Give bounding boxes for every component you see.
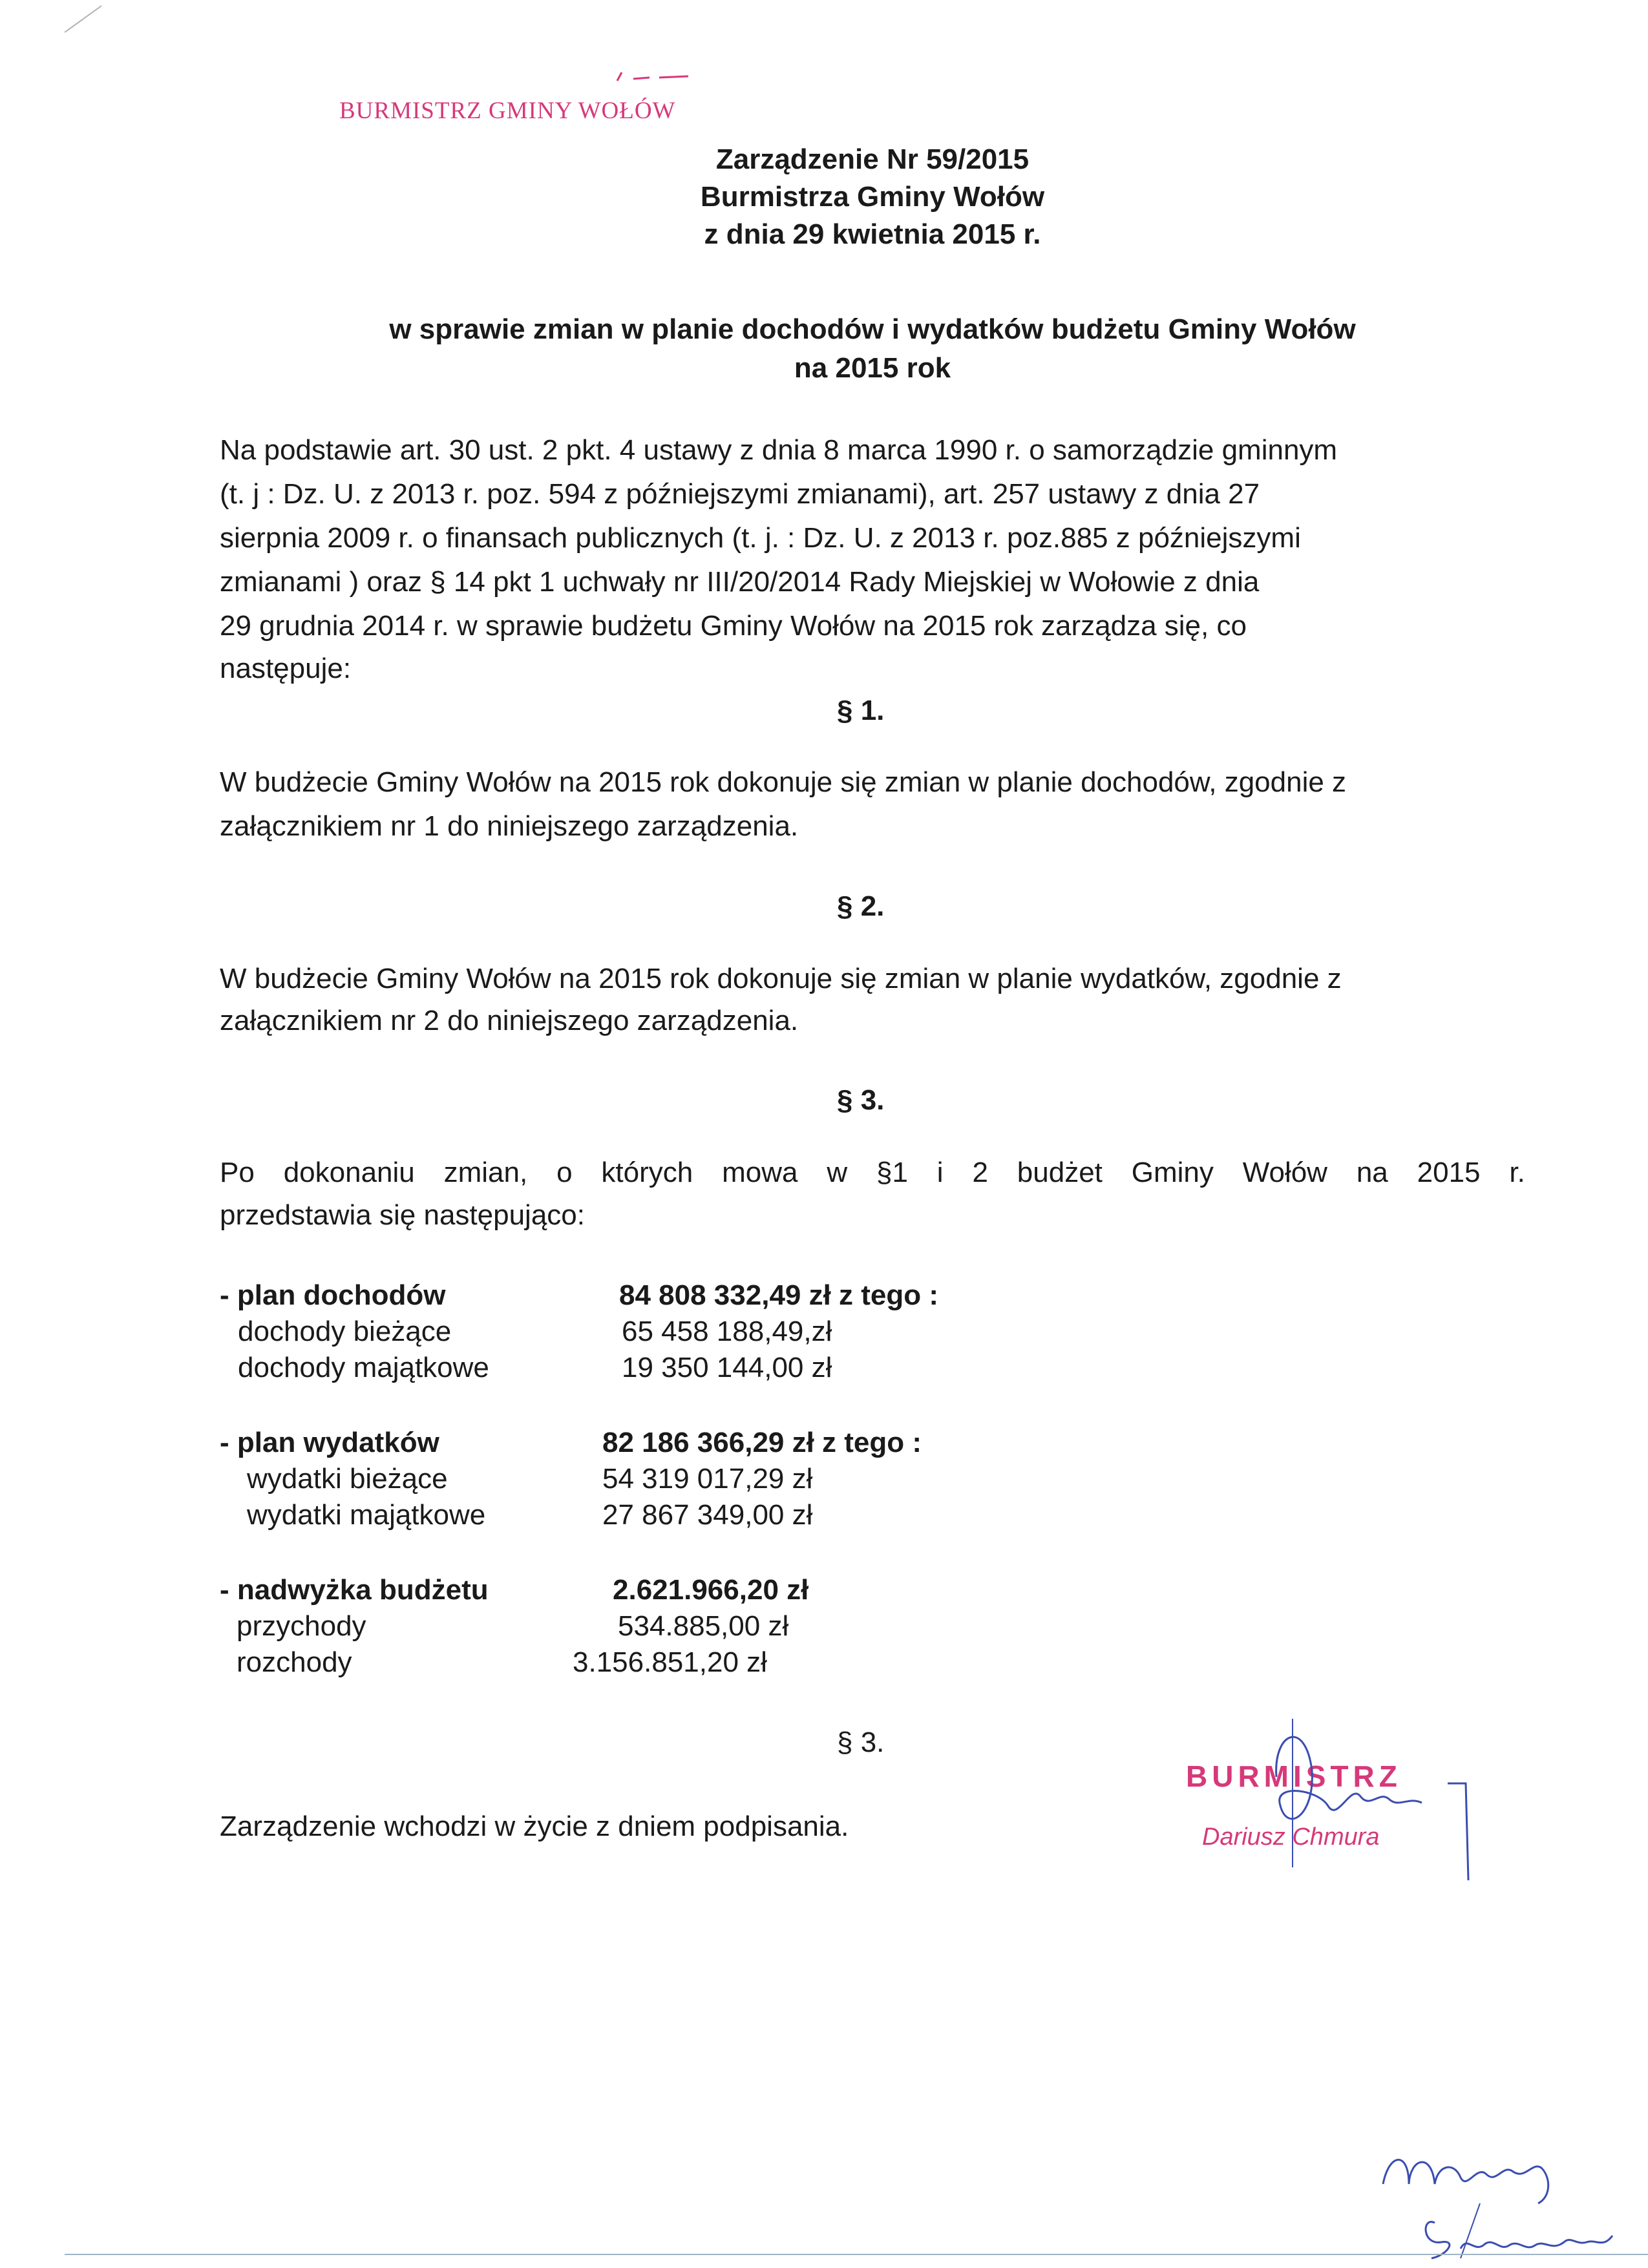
word: o [556, 1157, 573, 1188]
word: Wołów [1242, 1157, 1327, 1188]
handwritten-initials [1370, 2126, 1629, 2268]
preamble-line: następuje: [220, 653, 352, 684]
word: 2015 [1417, 1157, 1481, 1188]
expenses-plan-label: - plan wydatków [220, 1427, 439, 1458]
handwritten-signature [1215, 1693, 1499, 1887]
section-2-heading: § 2. [837, 890, 885, 922]
expenses-current-value: 54 319 017,29 zł [602, 1463, 813, 1495]
document-date: z dnia 29 kwietnia 2015 r. [704, 218, 1041, 250]
income-capital-value: 19 350 144,00 zł [622, 1352, 832, 1383]
preamble-line: sierpnia 2009 r. o finansach publicznych (t. j. : Dz. U. z 2013 r. poz.885 z późniejszymi [220, 522, 1301, 554]
scan-edge-line [65, 2254, 1648, 2255]
preamble-line: zmianami ) oraz § 14 pkt 1 uchwały nr III/20/2014 Rady Miejskiej w Wołowie z dnia [220, 566, 1260, 598]
outflow-label: rozchody [237, 1646, 352, 1678]
word: zmian, [443, 1157, 528, 1188]
word: na [1356, 1157, 1388, 1188]
section-4-heading: § 3. [837, 1727, 885, 1758]
revenue-label: przychody [237, 1610, 366, 1642]
office-stamp: BURMISTRZ GMINY WOŁÓW [339, 98, 676, 124]
signature-stamp-name: Dariusz Chmura [1202, 1823, 1380, 1851]
word: których [601, 1157, 693, 1188]
word: i [936, 1157, 944, 1188]
expenses-current-label: wydatki bieżące [247, 1463, 448, 1495]
surplus-total: 2.621.966,20 zł [613, 1574, 809, 1606]
expenses-capital-label: wydatki majątkowe [247, 1499, 486, 1531]
signature-stamp-title: BURMISTRZ [1186, 1759, 1402, 1793]
expenses-capital-value: 27 867 349,00 zł [602, 1499, 813, 1531]
word: §1 [876, 1157, 908, 1188]
outflow-value: 3.156.851,20 zł [573, 1646, 767, 1678]
income-capital-label: dochody majątkowe [238, 1352, 489, 1383]
preamble-line: 29 grudnia 2014 r. w sprawie budżetu Gminy Wołów na 2015 rok zarządza się, co [220, 610, 1247, 642]
word: dokonaniu [283, 1157, 415, 1188]
income-plan-total: 84 808 332,49 zł z tego : [619, 1279, 939, 1311]
surplus-label: - nadwyżka budżetu [220, 1574, 489, 1606]
word: Po [220, 1157, 255, 1188]
section-1-text: załącznikiem nr 1 do niniejszego zarządzenia. [220, 810, 799, 842]
expenses-plan-total: 82 186 366,29 zł z tego : [602, 1427, 922, 1458]
section-1-text: W budżecie Gminy Wołów na 2015 rok dokonuje się zmian w planie dochodów, zgodnie z [220, 766, 1347, 798]
preamble-line: Na podstawie art. 30 ust. 2 pkt. 4 ustawy z dnia 8 marca 1990 r. o samorządzie gminnym [220, 434, 1338, 466]
word: budżet [1017, 1157, 1103, 1188]
section-3-heading: § 3. [837, 1084, 885, 1116]
section-1-heading: § 1. [837, 695, 885, 726]
document-number: Zarządzenie Nr 59/2015 [715, 143, 1030, 175]
section-2-text: W budżecie Gminy Wołów na 2015 rok dokonuje się zmian w planie wydatków, zgodnie z [220, 963, 1342, 994]
section-2-text: załącznikiem nr 2 do niniejszego zarządzenia. [220, 1005, 799, 1036]
preamble-line: (t. j : Dz. U. z 2013 r. poz. 594 z późniejszymi zmianami), art. 257 ustawy z dnia 27 [220, 478, 1260, 510]
corner-pencil-mark [61, 3, 107, 36]
section-4-text: Zarządzenie wchodzi w życie z dniem podpisania. [220, 1811, 849, 1842]
revenue-value: 534.885,00 zł [618, 1610, 789, 1642]
subject-line-1: w sprawie zmian w planie dochodów i wydatków budżetu Gminy Wołów [389, 313, 1356, 345]
word: 2 [972, 1157, 988, 1188]
section-3-text: przedstawia się następująco: [220, 1199, 585, 1231]
word: mowa [722, 1157, 798, 1188]
document-issuer: Burmistrza Gminy Wołów [700, 181, 1045, 213]
word: w [827, 1157, 848, 1188]
income-current-label: dochody bieżące [238, 1316, 452, 1347]
word: r. [1509, 1157, 1525, 1188]
section-3-text-justified [220, 1157, 1525, 1189]
income-plan-label: - plan dochodów [220, 1279, 446, 1311]
stamp-flourish [614, 65, 692, 84]
subject-line-2: na 2015 rok [794, 352, 951, 384]
income-current-value: 65 458 188,49,zł [622, 1316, 832, 1347]
word: Gminy [1131, 1157, 1214, 1188]
